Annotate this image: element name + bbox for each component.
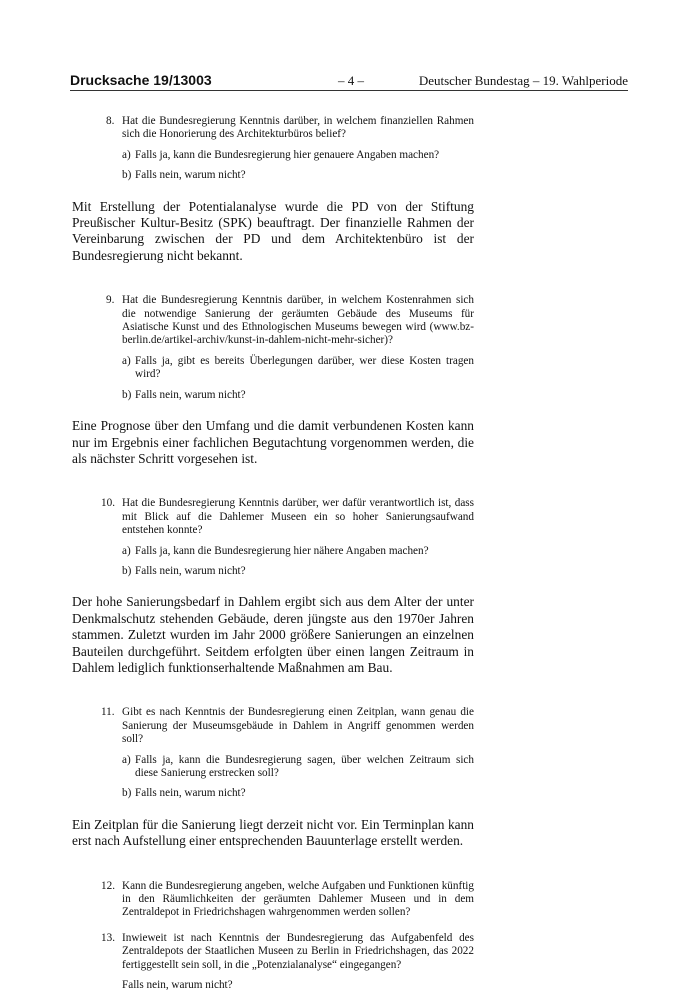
- answer-8: Mit Erstellung der Potentialanalyse wurde die PD von der Stiftung Preußischer Kultur-Besitz (SPK) beauftragt. Der finanzielle Rahmen der Vereinbarung zwischen der PD und dem Architektenbüro ist der Bundesregierung nicht bekannt.: [72, 198, 474, 263]
- page-header: [70, 72, 628, 91]
- question-number: 13.: [101, 931, 115, 944]
- question-13: [101, 931, 474, 992]
- question-number: 10.: [101, 497, 115, 510]
- question-11: [101, 706, 474, 800]
- question-8: [106, 115, 474, 183]
- publisher: Deutscher Bundestag – 19. Wahlperiode: [418, 73, 628, 88]
- sub-question-a: a) Falls ja, kann die Bundesregierung hier genauere Angaben machen?: [122, 148, 440, 161]
- question-text: Gibt es nach Kenntnis der Bundesregierung einen Zeitplan, wann genau die Sanierung der Museumsgebäude in Dahlem in Angriff genommen werden soll?: [122, 706, 474, 746]
- answer-10: Der hohe Sanierungsbedarf in Dahlem ergibt sich aus dem Alter der unter Denkmalschutz stehenden Gebäude, deren jüngste aus den 1970er Jahren stammen. Zuletzt wurden im Jahr 2000 größere Sanierungen an einzelnen Bauteilen durchgeführt. Seitdem erfolgten über einen langen Zeitraum in Dahlem lediglich funktionserhaltende Maßnahmen am Bau.: [72, 594, 474, 675]
- document-number: Drucksache 19/13003: [70, 72, 212, 88]
- sub-question-b: b) Falls nein, warum nicht?: [122, 169, 246, 182]
- answer-9: Eine Prognose über den Umfang und die damit verbundenen Kosten kann nur im Ergebnis einer fachlichen Begutachtung vorgenommen werden, die als nächster Schritt vorgesehen ist.: [72, 418, 474, 466]
- question-number: 11.: [101, 706, 115, 719]
- sub-question-a: a) Falls ja, kann die Bundesregierung hier nähere Angaben machen?: [122, 544, 429, 557]
- question-number: 12.: [101, 879, 115, 892]
- question-12: [101, 879, 475, 920]
- question-text: Inwieweit ist nach Kenntnis der Bundesregierung das Aufgabenfeld des Zentraldepots der Staatlichen Museen zu Berlin in Friedrichshagen, das 2022 fertiggestellt sein soll, in die „Potenzialanalyse“ eingegangen?: [122, 931, 474, 971]
- sub-question-b: b) Falls nein, warum nicht?: [122, 787, 246, 800]
- question-text: Hat die Bundesregierung Kenntnis darüber, wer dafür verantwortlich ist, dass mit Blick auf die Dahlemer Museen ein so hoher Sanierungsaufwand entstehen konnte?: [122, 497, 474, 537]
- sub-question-a: a) Falls ja, kann die Bundesregierung sagen, über welchen Zeitraum sich diese Sanierung erstrecken soll?: [122, 753, 474, 779]
- sub-question-a: a) Falls ja, gibt es bereits Überlegungen darüber, wer diese Kosten tragen wird?: [122, 354, 474, 381]
- page-body: [72, 115, 474, 992]
- page-number: – 4 –: [338, 73, 364, 88]
- question-text: Kann die Bundesregierung angeben, welche Aufgaben und Funktionen künftig in den Räumlichkeiten der geräumten Dahlemer Museen und in dem Zentraldepot in Friedrichshagen wahrgenommen werden sollen?: [122, 879, 475, 919]
- question-text: Hat die Bundesregierung Kenntnis darüber, in welchem Kostenrahmen sich die notwendige Sanierung der geräumten Gebäude des Museums für Asiatische Kunst und des Ethnologischen Museums bewegen wird (www.bz-berlin.de/artikel-archiv/kunst-in-dahlem-nicht-mehr-sicher)?: [122, 294, 474, 347]
- sub-question-b: b) Falls nein, warum nicht?: [122, 388, 246, 401]
- sub-question-b: b) Falls nein, warum nicht?: [122, 564, 246, 577]
- question-number: 8.: [106, 115, 115, 127]
- question-text: Hat die Bundesregierung Kenntnis darüber, in welchem finanziellen Rahmen sich die Honorierung des Architekturbüros belief?: [122, 115, 474, 141]
- question-10: [101, 497, 474, 578]
- question-9: [106, 294, 474, 402]
- follow-up-question: Falls nein, warum nicht?: [122, 979, 233, 992]
- answer-11: Ein Zeitplan für die Sanierung liegt derzeit nicht vor. Ein Terminplan kann erst nach Aufstellung einer entsprechenden Bauunterlage erstellt werden.: [72, 816, 474, 849]
- question-number: 9.: [106, 294, 115, 307]
